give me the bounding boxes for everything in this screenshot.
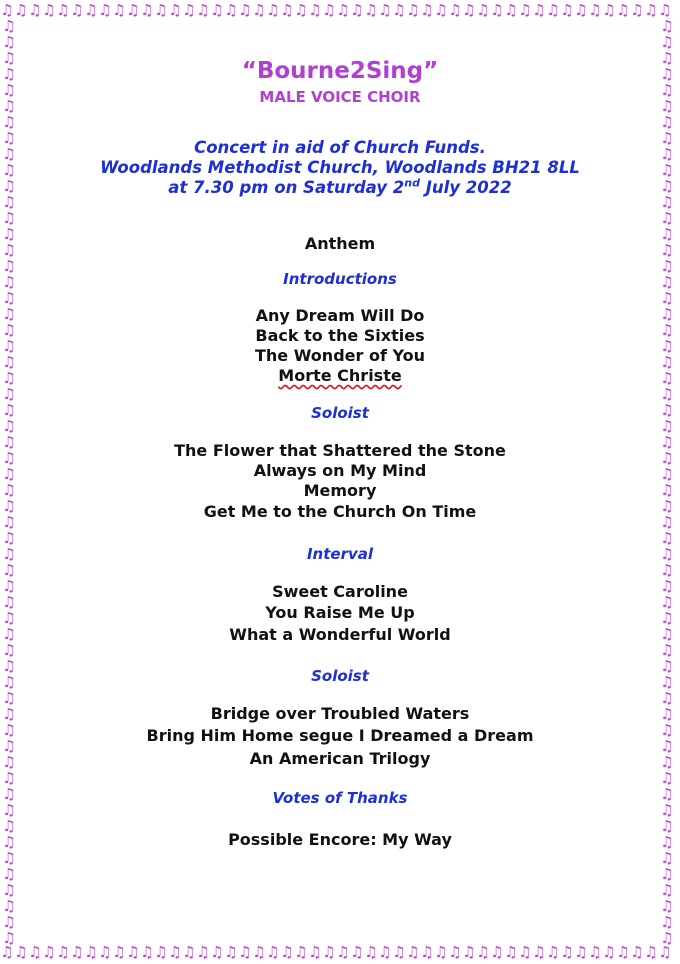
- music-note-icon: ♫: [112, 2, 126, 19]
- music-note-icon: ♫: [28, 944, 42, 961]
- music-note-icon: ♫: [392, 944, 406, 961]
- music-note-border-bottom: [0, 944, 680, 962]
- music-note-icon: ♫: [280, 944, 294, 961]
- music-note-icon: ♫: [518, 944, 532, 961]
- music-note-icon: ♫: [336, 2, 350, 19]
- music-note-icon: ♫: [2, 241, 16, 259]
- music-note-icon: ♫: [588, 2, 602, 19]
- music-note-icon: ♫: [420, 2, 434, 19]
- music-note-icon: ♫: [238, 2, 252, 19]
- section-soloist-2: Soloist: [311, 667, 369, 685]
- music-note-icon: ♫: [660, 513, 674, 531]
- music-note-icon: ♫: [196, 944, 210, 961]
- music-note-icon: ♫: [70, 2, 84, 19]
- concert-venue: Woodlands Methodist Church, Woodlands BH21 8LL: [100, 158, 580, 177]
- music-note-icon: ♫: [644, 944, 658, 961]
- music-note-icon: ♫: [84, 944, 98, 961]
- music-note-icon: ♫: [2, 881, 16, 899]
- music-note-icon: ♫: [2, 849, 16, 867]
- music-note-icon: ♫: [660, 577, 674, 595]
- music-note-icon: ♫: [2, 49, 16, 67]
- song-item: Back to the Sixties: [255, 326, 425, 345]
- music-note-icon: ♫: [364, 2, 378, 19]
- music-note-icon: ♫: [2, 817, 16, 835]
- music-note-icon: ♫: [2, 561, 16, 579]
- music-note-icon: ♫: [2, 337, 16, 355]
- music-note-icon: ♫: [266, 2, 280, 19]
- music-note-icon: ♫: [448, 2, 462, 19]
- music-note-icon: ♫: [660, 273, 674, 291]
- music-note-icon: ♫: [644, 2, 658, 19]
- music-note-icon: ♫: [602, 944, 616, 961]
- music-note-icon: ♫: [2, 193, 16, 211]
- music-note-icon: ♫: [56, 944, 70, 961]
- music-note-icon: ♫: [224, 2, 238, 19]
- music-note-icon: ♫: [238, 944, 252, 961]
- music-note-icon: ♫: [56, 2, 70, 19]
- music-note-icon: ♫: [660, 593, 674, 611]
- music-note-icon: ♫: [462, 2, 476, 19]
- music-note-icon: ♫: [476, 2, 490, 19]
- music-note-icon: ♫: [630, 944, 644, 961]
- music-note-icon: ♫: [660, 817, 674, 835]
- music-note-icon: ♫: [532, 944, 546, 961]
- music-note-icon: ♫: [660, 49, 674, 67]
- music-note-icon: ♫: [2, 65, 16, 83]
- music-note-icon: ♫: [574, 2, 588, 19]
- music-note-icon: ♫: [630, 2, 644, 19]
- music-note-icon: ♫: [112, 944, 126, 961]
- music-note-icon: ♫: [660, 465, 674, 483]
- music-note-icon: ♫: [2, 305, 16, 323]
- music-note-icon: ♫: [660, 97, 674, 115]
- music-note-icon: ♫: [660, 433, 674, 451]
- music-note-icon: ♫: [660, 705, 674, 723]
- music-note-icon: ♫: [252, 2, 266, 19]
- music-note-icon: ♫: [0, 944, 14, 961]
- music-note-icon: ♫: [14, 2, 28, 19]
- music-note-icon: ♫: [504, 944, 518, 961]
- music-note-icon: ♫: [588, 944, 602, 961]
- music-note-icon: ♫: [2, 913, 16, 931]
- music-note-icon: ♫: [660, 545, 674, 563]
- music-note-icon: ♫: [660, 305, 674, 323]
- music-note-icon: ♫: [378, 944, 392, 961]
- music-note-icon: ♫: [98, 944, 112, 961]
- music-note-icon: ♫: [2, 753, 16, 771]
- music-note-icon: ♫: [660, 865, 674, 883]
- music-note-icon: ♫: [660, 721, 674, 739]
- music-note-icon: ♫: [434, 944, 448, 961]
- music-note-icon: ♫: [2, 929, 16, 946]
- music-note-icon: ♫: [660, 689, 674, 707]
- music-note-icon: ♫: [660, 737, 674, 755]
- music-note-icon: ♫: [2, 513, 16, 531]
- music-note-icon: ♫: [168, 2, 182, 19]
- music-note-icon: ♫: [2, 529, 16, 547]
- music-note-icon: ♫: [210, 944, 224, 961]
- music-note-icon: ♫: [2, 657, 16, 675]
- music-note-icon: ♫: [42, 944, 56, 961]
- music-note-icon: ♫: [14, 944, 28, 961]
- section-introductions: Introductions: [283, 270, 397, 288]
- song-item: Always on My Mind: [253, 461, 427, 480]
- music-note-icon: ♫: [322, 944, 336, 961]
- music-note-icon: ♫: [84, 2, 98, 19]
- music-note-icon: ♫: [28, 2, 42, 19]
- music-note-icon: ♫: [350, 944, 364, 961]
- music-note-icon: ♫: [420, 944, 434, 961]
- music-note-icon: ♫: [660, 625, 674, 643]
- music-note-icon: ♫: [660, 209, 674, 227]
- music-note-icon: ♫: [2, 177, 16, 195]
- music-note-icon: ♫: [2, 641, 16, 659]
- music-note-icon: ♫: [560, 944, 574, 961]
- encore-line: Possible Encore: My Way: [228, 830, 452, 849]
- music-note-icon: ♫: [2, 81, 16, 99]
- song-item: Memory: [303, 481, 377, 500]
- music-note-icon: ♫: [660, 929, 674, 946]
- music-note-icon: ♫: [660, 609, 674, 627]
- song-item: You Raise Me Up: [265, 603, 415, 622]
- music-note-icon: ♫: [616, 2, 630, 19]
- music-note-icon: ♫: [98, 2, 112, 19]
- music-note-icon: ♫: [154, 2, 168, 19]
- music-note-icon: ♫: [2, 577, 16, 595]
- music-note-icon: ♫: [2, 129, 16, 147]
- music-note-icon: ♫: [140, 944, 154, 961]
- music-note-icon: ♫: [168, 944, 182, 961]
- music-note-icon: ♫: [660, 225, 674, 243]
- music-note-icon: ♫: [2, 18, 16, 35]
- music-note-icon: ♫: [266, 944, 280, 961]
- music-note-icon: ♫: [196, 2, 210, 19]
- music-note-icon: ♫: [660, 881, 674, 899]
- music-note-icon: ♫: [2, 481, 16, 499]
- music-note-icon: ♫: [448, 944, 462, 961]
- music-note-icon: ♫: [308, 2, 322, 19]
- music-note-icon: ♫: [660, 753, 674, 771]
- music-note-icon: ♫: [2, 209, 16, 227]
- music-note-icon: ♫: [294, 2, 308, 19]
- music-note-icon: ♫: [660, 657, 674, 675]
- concert-purpose: Concert in aid of Church Funds.: [194, 138, 486, 157]
- music-note-icon: ♫: [660, 673, 674, 691]
- choir-subtitle: MALE VOICE CHOIR: [259, 88, 421, 106]
- music-note-icon: ♫: [2, 449, 16, 467]
- music-note-icon: ♫: [2, 401, 16, 419]
- music-note-icon: ♫: [660, 65, 674, 83]
- music-note-icon: ♫: [126, 944, 140, 961]
- music-note-icon: ♫: [364, 944, 378, 961]
- music-note-icon: ♫: [660, 337, 674, 355]
- music-note-icon: ♫: [490, 2, 504, 19]
- song-item: Bring Him Home segue I Dreamed a Dream: [146, 726, 534, 745]
- music-note-icon: ♫: [2, 369, 16, 387]
- music-note-icon: ♫: [2, 625, 16, 643]
- music-note-icon: ♫: [294, 944, 308, 961]
- song-item: [20, 366, 660, 385]
- music-note-icon: ♫: [2, 273, 16, 291]
- music-note-icon: ♫: [660, 18, 674, 35]
- music-note-icon: ♫: [2, 609, 16, 627]
- song-item: The Flower that Shattered the Stone: [174, 441, 506, 460]
- music-note-icon: ♫: [660, 385, 674, 403]
- music-note-icon: ♫: [602, 2, 616, 19]
- music-note-icon: ♫: [392, 2, 406, 19]
- music-note-icon: ♫: [182, 944, 196, 961]
- music-note-icon: ♫: [660, 81, 674, 99]
- music-note-icon: ♫: [660, 417, 674, 435]
- music-note-icon: ♫: [476, 944, 490, 961]
- music-note-icon: ♫: [336, 944, 350, 961]
- music-note-icon: ♫: [658, 944, 672, 961]
- music-note-icon: ♫: [154, 944, 168, 961]
- music-note-icon: ♫: [140, 2, 154, 19]
- section-soloist-1: Soloist: [311, 404, 369, 422]
- music-note-icon: ♫: [2, 785, 16, 803]
- song-item: Get Me to the Church On Time: [203, 502, 477, 521]
- music-note-icon: ♫: [660, 113, 674, 131]
- spellcheck-underline: Morte Christe: [278, 366, 402, 385]
- music-note-border-left: [2, 18, 20, 946]
- music-note-icon: ♫: [660, 913, 674, 931]
- music-note-icon: ♫: [660, 129, 674, 147]
- music-note-icon: ♫: [2, 593, 16, 611]
- music-note-icon: ♫: [660, 785, 674, 803]
- music-note-icon: ♫: [546, 2, 560, 19]
- music-note-icon: ♫: [2, 321, 16, 339]
- choir-name: “Bourne2Sing”: [241, 58, 439, 84]
- music-note-icon: ♫: [406, 944, 420, 961]
- music-note-icon: ♫: [518, 2, 532, 19]
- music-note-icon: ♫: [0, 2, 14, 19]
- music-note-icon: ♫: [2, 673, 16, 691]
- music-note-icon: ♫: [350, 2, 364, 19]
- item-anthem: Anthem: [304, 234, 376, 253]
- music-note-icon: ♫: [2, 705, 16, 723]
- music-note-icon: ♫: [322, 2, 336, 19]
- music-note-icon: ♫: [2, 385, 16, 403]
- music-note-icon: ♫: [2, 737, 16, 755]
- music-note-icon: ♫: [224, 944, 238, 961]
- music-note-icon: ♫: [2, 161, 16, 179]
- song-item: An American Trilogy: [249, 749, 431, 768]
- music-note-icon: ♫: [42, 2, 56, 19]
- music-note-icon: ♫: [660, 897, 674, 915]
- music-note-icon: ♫: [2, 417, 16, 435]
- concert-datetime: at 7.30 pm on Saturday 2nd July 2022: [168, 176, 512, 197]
- music-note-icon: ♫: [660, 321, 674, 339]
- music-note-icon: ♫: [2, 225, 16, 243]
- music-note-icon: ♫: [182, 2, 196, 19]
- music-note-icon: ♫: [660, 161, 674, 179]
- music-note-icon: ♫: [2, 145, 16, 163]
- song-item: Any Dream Will Do: [255, 306, 425, 325]
- music-note-icon: ♫: [616, 944, 630, 961]
- music-note-icon: ♫: [658, 2, 672, 19]
- music-note-icon: ♫: [2, 97, 16, 115]
- music-note-icon: ♫: [660, 769, 674, 787]
- music-note-icon: ♫: [2, 113, 16, 131]
- music-note-icon: ♫: [660, 369, 674, 387]
- music-note-icon: ♫: [2, 545, 16, 563]
- song-item: Bridge over Troubled Waters: [210, 704, 470, 723]
- music-note-icon: ♫: [2, 689, 16, 707]
- music-note-icon: ♫: [660, 353, 674, 371]
- music-note-icon: ♫: [2, 833, 16, 851]
- music-note-icon: ♫: [280, 2, 294, 19]
- music-note-icon: ♫: [406, 2, 420, 19]
- music-note-icon: ♫: [2, 257, 16, 275]
- section-interval: Interval: [306, 545, 374, 563]
- music-note-icon: ♫: [2, 33, 16, 51]
- music-note-icon: ♫: [660, 177, 674, 195]
- music-note-icon: ♫: [660, 497, 674, 515]
- music-note-icon: ♫: [462, 944, 476, 961]
- music-note-icon: ♫: [660, 481, 674, 499]
- music-note-icon: ♫: [2, 289, 16, 307]
- music-note-icon: ♫: [2, 433, 16, 451]
- music-note-icon: ♫: [660, 529, 674, 547]
- music-note-icon: ♫: [660, 257, 674, 275]
- music-note-icon: ♫: [126, 2, 140, 19]
- music-note-icon: ♫: [560, 2, 574, 19]
- music-note-icon: ♫: [2, 353, 16, 371]
- music-note-icon: ♫: [210, 2, 224, 19]
- music-note-icon: ♫: [660, 401, 674, 419]
- music-note-icon: ♫: [532, 2, 546, 19]
- music-note-icon: ♫: [2, 865, 16, 883]
- music-note-icon: ♫: [660, 193, 674, 211]
- music-note-icon: ♫: [308, 944, 322, 961]
- music-note-icon: ♫: [2, 897, 16, 915]
- music-note-icon: ♫: [2, 801, 16, 819]
- music-note-icon: ♫: [660, 849, 674, 867]
- song-item: The Wonder of You: [255, 346, 425, 365]
- music-note-icon: ♫: [660, 833, 674, 851]
- music-note-icon: ♫: [660, 561, 674, 579]
- music-note-icon: ♫: [2, 497, 16, 515]
- music-note-icon: ♫: [660, 449, 674, 467]
- music-note-icon: ♫: [660, 241, 674, 259]
- song-item: What a Wonderful World: [229, 625, 451, 644]
- song-item: Sweet Caroline: [272, 582, 408, 601]
- music-note-border-top: [0, 2, 680, 20]
- music-note-icon: ♫: [70, 944, 84, 961]
- music-note-icon: ♫: [660, 641, 674, 659]
- music-note-icon: ♫: [434, 2, 448, 19]
- music-note-icon: ♫: [2, 465, 16, 483]
- music-note-icon: ♫: [252, 944, 266, 961]
- music-note-border-right: [660, 18, 678, 946]
- music-note-icon: ♫: [660, 145, 674, 163]
- music-note-icon: ♫: [660, 801, 674, 819]
- music-note-icon: ♫: [660, 289, 674, 307]
- music-note-icon: ♫: [660, 33, 674, 51]
- music-note-icon: ♫: [378, 2, 392, 19]
- music-note-icon: ♫: [574, 944, 588, 961]
- section-votes-of-thanks: Votes of Thanks: [272, 789, 408, 807]
- music-note-icon: ♫: [546, 944, 560, 961]
- music-note-icon: ♫: [2, 769, 16, 787]
- music-note-icon: ♫: [2, 721, 16, 739]
- music-note-icon: ♫: [490, 944, 504, 961]
- music-note-icon: ♫: [504, 2, 518, 19]
